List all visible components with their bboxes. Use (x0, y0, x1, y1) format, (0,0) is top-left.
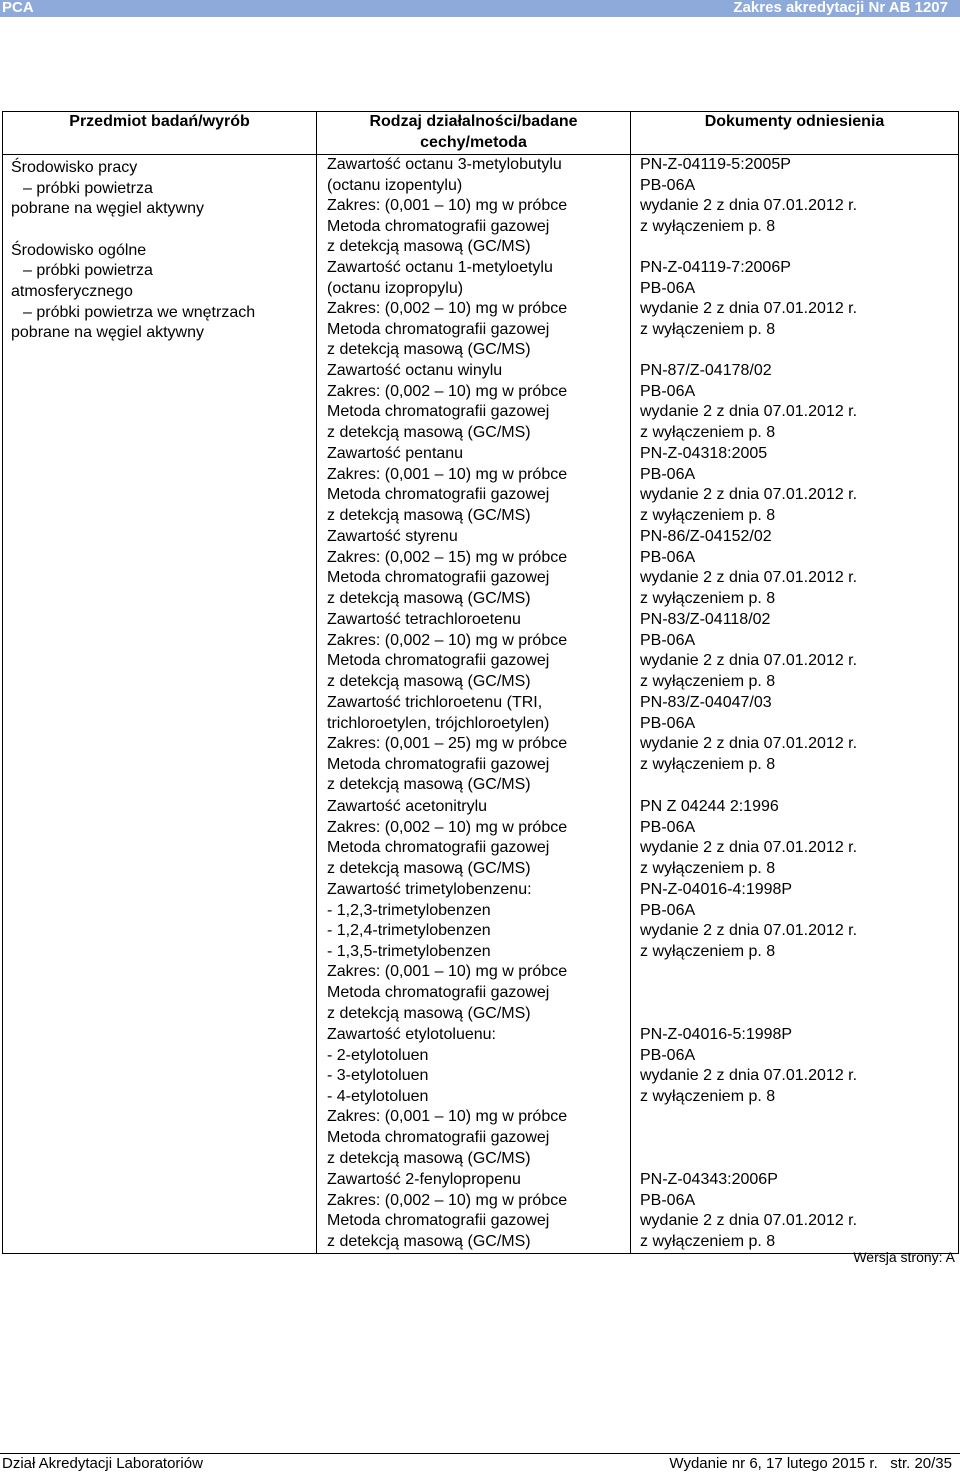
method-line: trichloroetylen, trójchloroetylen) (327, 714, 550, 732)
method-line: z detekcją masową (GC/MS) (327, 589, 531, 607)
doc-line: wydanie 2 z dnia 07.01.2012 r. (640, 1067, 858, 1085)
doc-line: PN-Z-04318:2005 (640, 445, 768, 462)
method-line: Zawartość trichloroetenu (TRI, (327, 694, 543, 711)
method-line: Metoda chromatografii gazowej (327, 839, 550, 857)
doc-line: z wyłączeniem p. 8 (640, 672, 776, 690)
method-line: Metoda chromatografii gazowej (327, 983, 550, 1001)
doc-line: wydanie 2 z dnia 07.01.2012 r. (640, 735, 858, 753)
method-line: Zakres: (0,002 – 15) mg w próbce (327, 548, 568, 566)
method-line: z detekcją masową (GC/MS) (327, 859, 531, 877)
doc-line: z wyłączeniem p. 8 (640, 942, 776, 960)
method-line: Metoda chromatografii gazowej (327, 1128, 550, 1146)
doc-line: PB-06A (640, 1046, 696, 1064)
docs-block (640, 527, 958, 610)
doc-line: PB-06A (640, 818, 696, 836)
subject-line: – próbki powietrza (23, 179, 153, 197)
subject-line: – próbki powietrza (23, 262, 153, 280)
doc-line: PB-06A (640, 176, 696, 194)
method-line: Metoda chromatografii gazowej (327, 569, 550, 587)
doc-line: z wyłączeniem p. 8 (640, 859, 776, 877)
subject-line: Środowisko pracy (11, 159, 138, 176)
doc-line: PN-Z-04016-5:1998P (640, 1026, 793, 1043)
doc-line: PN Z 04244 2:1996 (640, 798, 779, 815)
doc-line: z wyłączeniem p. 8 (640, 1232, 776, 1250)
doc-line: PB-06A (640, 382, 696, 400)
method-line: Zawartość octanu winylu (327, 362, 503, 379)
method-block (327, 1170, 630, 1253)
method-line: z detekcją masową (GC/MS) (327, 423, 531, 441)
doc-line: PB-06A (640, 1191, 696, 1209)
method-block (327, 610, 630, 693)
method-line: Zakres: (0,002 – 10) mg w próbce (327, 631, 568, 649)
method-line: Zakres: (0,001 – 25) mg w próbce (327, 735, 568, 753)
method-block (327, 258, 630, 361)
doc-line: z wyłączeniem p. 8 (640, 1087, 776, 1105)
docs-block (640, 1170, 958, 1253)
method-line: Zawartość styrenu (327, 528, 458, 545)
subject-line: pobrane na węgiel aktywny (11, 324, 205, 342)
docs-block (640, 258, 958, 361)
doc-line: z wyłączeniem p. 8 (640, 755, 776, 773)
method-line: Zawartość acetonitrylu (327, 798, 488, 815)
doc-line: wydanie 2 z dnia 07.01.2012 r. (640, 300, 858, 318)
method-line: Zakres: (0,002 – 10) mg w próbce (327, 300, 568, 318)
method-block (327, 693, 630, 797)
method-line: Metoda chromatografii gazowej (327, 1212, 550, 1230)
footer-divider (0, 1453, 960, 1454)
method-line: - 1,3,5-trimetylobenzen (327, 942, 491, 960)
accreditation-table (2, 111, 959, 1254)
method-line: z detekcją masową (GC/MS) (327, 1004, 531, 1022)
header-bar (0, 0, 960, 17)
doc-line: z wyłączeniem p. 8 (640, 423, 776, 441)
method-line: z detekcją masową (GC/MS) (327, 1232, 531, 1250)
doc-line: PN-86/Z-04152/02 (640, 528, 772, 545)
doc-line: PB-06A (640, 901, 696, 919)
col-subject-header: Przedmiot badań/wyrób (3, 112, 317, 155)
subject-line: atmosferycznego (11, 282, 133, 300)
doc-line: z wyłączeniem p. 8 (640, 320, 776, 338)
subject-cell (3, 155, 317, 1254)
method-block (327, 361, 630, 444)
doc-line: wydanie 2 z dnia 07.01.2012 r. (640, 652, 858, 670)
docs-block (640, 880, 958, 1025)
doc-line: PN-87/Z-04178/02 (640, 362, 772, 379)
method-block (327, 1025, 630, 1170)
method-line: Zawartość octanu 3-metylobutylu (327, 156, 562, 173)
method-line: Zakres: (0,001 – 10) mg w próbce (327, 1108, 568, 1126)
table-header-row (3, 112, 959, 155)
method-line: Metoda chromatografii gazowej (327, 652, 550, 670)
doc-line: PB-06A (640, 714, 696, 732)
method-line: Zakres: (0,002 – 10) mg w próbce (327, 818, 568, 836)
docs-block (640, 444, 958, 527)
docs-block (640, 1025, 958, 1170)
doc-line: z wyłączeniem p. 8 (640, 589, 776, 607)
method-line: z detekcją masową (GC/MS) (327, 506, 531, 524)
method-line: Zakres: (0,002 – 10) mg w próbce (327, 382, 568, 400)
doc-line: PN-Z-04016-4:1998P (640, 881, 793, 898)
method-line: Zawartość trimetylobenzenu: (327, 881, 532, 898)
method-cell (317, 155, 631, 1254)
method-line: Zakres: (0,002 – 10) mg w próbce (327, 1191, 568, 1209)
method-block (327, 444, 630, 527)
method-block (327, 797, 630, 880)
subject-line: – próbki powietrza we wnętrzach (23, 303, 256, 321)
method-line: z detekcją masową (GC/MS) (327, 1149, 531, 1167)
doc-line: PN-83/Z-04118/02 (640, 611, 771, 628)
method-line: z detekcją masową (GC/MS) (327, 672, 531, 690)
method-line: Metoda chromatografii gazowej (327, 217, 550, 235)
doc-line: z wyłączeniem p. 8 (640, 217, 776, 235)
method-line: z detekcją masową (GC/MS) (327, 238, 531, 256)
docs-block (640, 155, 958, 258)
doc-line: PN-83/Z-04047/03 (640, 694, 772, 711)
doc-line: wydanie 2 z dnia 07.01.2012 r. (640, 403, 858, 421)
doc-line: wydanie 2 z dnia 07.01.2012 r. (640, 486, 858, 504)
doc-line: wydanie 2 z dnia 07.01.2012 r. (640, 839, 858, 857)
subject-gap (11, 220, 316, 241)
doc-line: wydanie 2 z dnia 07.01.2012 r. (640, 569, 858, 587)
docs-block (640, 693, 958, 797)
page-version: Wersja strony: A (853, 1249, 955, 1265)
method-line: z detekcją masową (GC/MS) (327, 776, 531, 794)
method-block (327, 527, 630, 610)
method-line: Zawartość pentanu (327, 445, 464, 462)
method-line: Zakres: (0,001 – 10) mg w próbce (327, 197, 568, 215)
docs-block (640, 797, 958, 880)
method-line: Zakres: (0,001 – 10) mg w próbce (327, 963, 568, 981)
method-block (327, 155, 630, 258)
docs-block (640, 361, 958, 444)
method-line: z detekcją masową (GC/MS) (327, 341, 531, 359)
footer-department: Dział Akredytacji Laboratoriów (2, 1455, 203, 1472)
method-line: Zakres: (0,001 – 10) mg w próbce (327, 465, 568, 483)
doc-line: PN-Z-04119-5:2005P (640, 156, 791, 173)
method-line: Zawartość tetrachloroetenu (327, 611, 521, 628)
doc-line: PB-06A (640, 279, 696, 297)
doc-line: PB-06A (640, 548, 696, 566)
method-line: - 1,2,3-trimetylobenzen (327, 901, 491, 919)
method-line: Zawartość octanu 1-metyloetylu (327, 259, 553, 276)
doc-line: wydanie 2 z dnia 07.01.2012 r. (640, 922, 858, 940)
docs-cell (631, 155, 959, 1254)
subject-line: Środowisko ogólne (11, 241, 147, 259)
doc-line: PB-06A (640, 465, 696, 483)
method-line: Zawartość 2-fenylopropenu (327, 1171, 521, 1188)
method-block (327, 880, 630, 1025)
method-line: - 3-etylotoluen (327, 1067, 429, 1085)
table-body-row (3, 155, 959, 1254)
header-left: PCA (2, 0, 34, 16)
method-line: - 1,2,4-trimetylobenzen (327, 922, 491, 940)
method-line: Metoda chromatografii gazowej (327, 320, 550, 338)
subject-line: pobrane na węgiel aktywny (11, 200, 205, 218)
doc-line: wydanie 2 z dnia 07.01.2012 r. (640, 1212, 858, 1230)
method-line: (octanu izopropylu) (327, 279, 464, 297)
method-line: - 2-etylotoluen (327, 1046, 429, 1064)
method-line: (octanu izopentylu) (327, 176, 463, 194)
doc-line: PB-06A (640, 631, 696, 649)
header-right: Zakres akredytacji Nr AB 1207 (733, 0, 948, 16)
method-line: Metoda chromatografii gazowej (327, 755, 550, 773)
method-line: - 4-etylotoluen (327, 1087, 429, 1105)
doc-line: z wyłączeniem p. 8 (640, 506, 776, 524)
col-docs-header: Dokumenty odniesienia (631, 112, 959, 155)
footer-edition: Wydanie nr 6, 17 lutego 2015 r. str. 20/35 (669, 1455, 952, 1472)
col-method-header: Rodzaj działalności/badane cechy/metoda (317, 112, 631, 155)
doc-line: PN-Z-04343:2006P (640, 1171, 778, 1188)
docs-block (640, 610, 958, 693)
method-line: Metoda chromatografii gazowej (327, 403, 550, 421)
doc-line: PN-Z-04119-7:2006P (640, 259, 791, 276)
doc-line: wydanie 2 z dnia 07.01.2012 r. (640, 197, 858, 215)
method-line: Metoda chromatografii gazowej (327, 486, 550, 504)
method-line: Zawartość etylotoluenu: (327, 1026, 496, 1043)
